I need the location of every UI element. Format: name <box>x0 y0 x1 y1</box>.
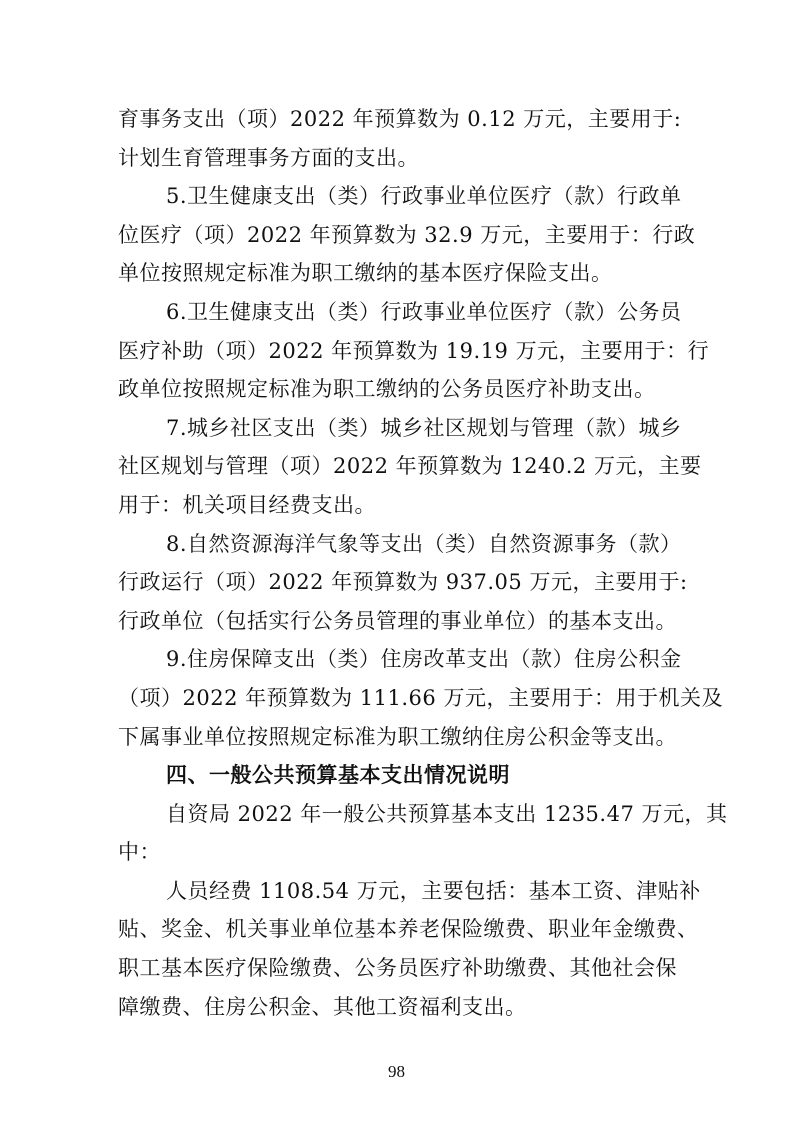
section-heading: 四、一般公共预算基本支出情况说明 <box>166 763 510 788</box>
paragraph-line: 6.卫生健康支出（类）行政事业单位医疗（款）公务员 <box>166 299 682 324</box>
document-body <box>118 100 728 1026</box>
paragraph-line: 医疗补助（项）2022 年预算数为 19.19 万元，主要用于：行 <box>118 338 710 363</box>
paragraph-line: 职工基本医疗保险缴费、公务员医疗补助缴费、其他社会保 <box>118 956 677 981</box>
paragraph-line: 人员经费 1108.54 万元，主要包括：基本工资、津贴补 <box>166 878 701 903</box>
paragraph-line: 7.城乡社区支出（类）城乡社区规划与管理（款）城乡 <box>166 415 682 440</box>
paragraph-line: 9.住房保障支出（类）住房改革支出（款）住房公积金 <box>166 647 682 672</box>
page-number: 98 <box>388 1062 405 1081</box>
paragraph-line: 5.卫生健康支出（类）行政事业单位医疗（款）行政单 <box>166 184 682 209</box>
paragraph-line: 单位按照规定标准为职工缴纳的基本医疗保险支出。 <box>118 261 613 286</box>
paragraph-line: 政单位按照规定标准为职工缴纳的公务员医疗补助支出。 <box>118 377 656 402</box>
paragraph-line: 中： <box>118 840 161 865</box>
paragraph-line: 行政运行（项）2022 年预算数为 937.05 万元，主要用于: <box>118 570 688 595</box>
paragraph-line: 贴、奖金、机关事业单位基本养老保险缴费、职业年金缴费、 <box>118 917 699 942</box>
paragraph-line: 行政单位（包括实行公务员管理的事业单位）的基本支出。 <box>118 608 677 633</box>
paragraph-line: 障缴费、住房公积金、其他工资福利支出。 <box>118 994 527 1019</box>
paragraph-line: 育事务支出（项）2022 年预算数为 0.12 万元，主要用于: <box>118 107 682 131</box>
paragraph-line: 用于：机关项目经费支出。 <box>118 492 376 517</box>
paragraph-line: 社区规划与管理（项）2022 年预算数为 1240.2 万元，主要 <box>118 454 702 479</box>
paragraph-line: 自资局 2022 年一般公共预算基本支出 1235.47 万元，其 <box>166 801 728 826</box>
paragraph-line: 8.自然资源海洋气象等支出（类）自然资源事务（款） <box>166 531 682 556</box>
paragraph-line: （项）2022 年预算数为 111.66 万元，主要用于：用于机关及 <box>118 685 723 710</box>
paragraph-line: 位医疗（项）2022 年预算数为 32.9 万元，主要用于：行政 <box>118 222 696 247</box>
paragraph-line: 下属事业单位按照规定标准为职工缴纳住房公积金等支出。 <box>118 724 677 749</box>
paragraph-line: 计划生育管理事务方面的支出。 <box>118 145 419 170</box>
